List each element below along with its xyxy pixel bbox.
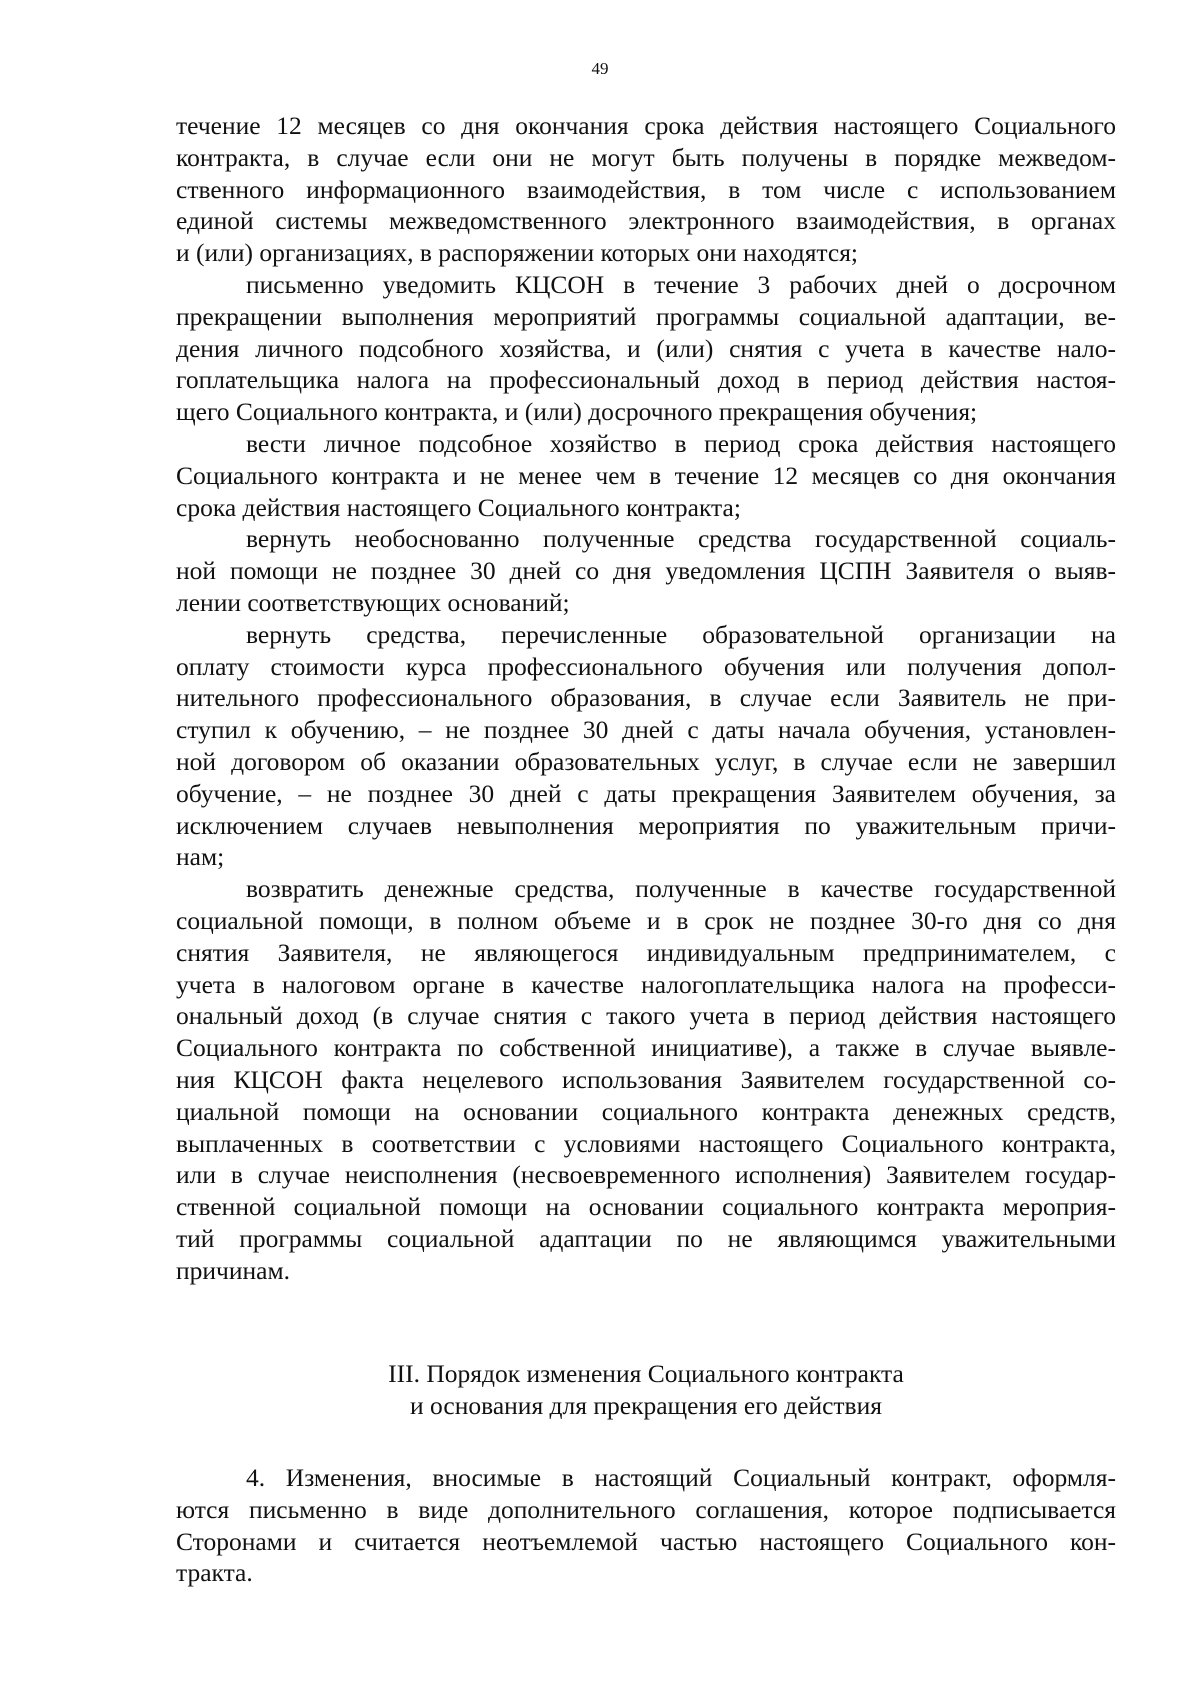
text-line: учета в налоговом органе в качестве налогоплательщика налога на професси- [176, 969, 1116, 999]
obligation-notify-paragraph [176, 269, 1116, 428]
text-line: ния КЦСОН факта нецелевого использования Заявителем государственной со- [176, 1064, 1116, 1094]
text-line: оплату стоимости курса профессионального обучения или получения допол- [176, 651, 1116, 681]
text-line: ступил к обучению, – не позднее 30 дней с даты начала обучения, установлен- [176, 715, 1116, 745]
contract-obligations-text [176, 110, 1116, 1286]
text-line: ональный доход (в случае снятия с такого учета в период действия настоящего [176, 1001, 1116, 1031]
obligation-refund-paragraph [176, 873, 1116, 1286]
text-line: Социального контракта по собственной инициативе), а также в случае выявле- [176, 1033, 1116, 1063]
text-line: тракта. [176, 1558, 253, 1588]
obligation-return-education-paragraph [176, 619, 1116, 873]
text-line: исключением случаев невыполнения мероприятия по уважительным причи- [176, 810, 1116, 840]
text-line: ются письменно в виде дополнительного соглашения, которое подписывается [176, 1494, 1116, 1524]
continuation-paragraph [176, 110, 1116, 269]
text-line: вести личное подсобное хозяйство в период срока действия настоящего [246, 428, 1116, 458]
text-line: ственного информационного взаимодействия, в том числе с использованием [176, 174, 1116, 204]
page-number: 49 [591, 59, 609, 78]
text-line: нительного профессионального образования, в случае если Заявитель не при- [176, 683, 1116, 713]
text-line: течение 12 месяцев со дня окончания срока действия настоящего Социального [176, 111, 1116, 140]
section-heading [176, 1358, 1116, 1422]
section-heading-line: III. Порядок изменения Социального контракта [388, 1359, 904, 1388]
text-line: снятия Заявителя, не являющегося индивидуальным предпринимателем, с [176, 937, 1116, 967]
text-line: выплаченных в соответствии с условиями настоящего Социального контракта, [176, 1128, 1116, 1158]
text-line: контракта, в случае если они не могут быть получены в порядке межведом- [176, 142, 1116, 172]
text-line: причинам. [176, 1255, 290, 1285]
text-line: вернуть средства, перечисленные образовательной организации на [246, 619, 1116, 649]
text-line: циальной помощи на основании социального контракта денежных средств, [176, 1096, 1116, 1126]
text-line: Сторонами и считается неотъемлемой частью настоящего Социального кон- [176, 1526, 1116, 1556]
text-line: вернуть необоснованно полученные средства государственной социаль- [246, 524, 1116, 554]
text-line: тий программы социальной адаптации по не являющимся уважительными [176, 1223, 1116, 1253]
text-line: дения личного подсобного хозяйства, и (или) снятия с учета в качестве нало- [176, 333, 1116, 363]
text-line: Социального контракта и не менее чем в течение 12 месяцев со дня окончания [176, 460, 1116, 490]
clause-4-paragraph [176, 1462, 1116, 1589]
text-line: гоплательщика налога на профессиональный доход в период действия настоя- [176, 365, 1116, 395]
text-line: прекращении выполнения мероприятий программы социальной адаптации, ве- [176, 301, 1116, 331]
text-line: возвратить денежные средства, полученные в качестве государственной [246, 874, 1116, 904]
obligation-household-paragraph [176, 428, 1116, 523]
text-line: ственной социальной помощи на основании социального контракта мероприя- [176, 1192, 1116, 1222]
text-line: срока действия настоящего Социального контракта; [176, 492, 741, 522]
text-line: лении соответствующих оснований; [176, 587, 570, 617]
text-line: 4. Изменения, вносимые в настоящий Социальный контракт, оформля- [246, 1463, 1116, 1492]
obligation-return-unfounded-paragraph [176, 523, 1116, 618]
text-line: ной помощи не позднее 30 дней со дня уведомления ЦСПН Заявителя о выяв- [176, 556, 1116, 586]
clause-4 [176, 1462, 1116, 1589]
text-line: письменно уведомить КЦСОН в течение 3 рабочих дней о досрочном [246, 269, 1116, 299]
text-line: обучение, – не позднее 30 дней с даты прекращения Заявителем обучения, за [176, 778, 1116, 808]
text-line: или в случае неисполнения (несвоевременного исполнения) Заявителем государ- [176, 1160, 1116, 1190]
text-line: единой системы межведомственного электронного взаимодействия, в органах [176, 206, 1116, 236]
text-line: социальной помощи, в полном объеме и в срок не позднее 30-го дня со дня [176, 905, 1116, 935]
text-line: нам; [176, 842, 225, 872]
section-heading-line: и основания для прекращения его действия [410, 1391, 882, 1420]
text-line: ной договором об оказании образовательных услуг, в случае если не завершил [176, 746, 1116, 776]
text-line: и (или) организациях, в распоряжении которых они находятся; [176, 238, 859, 268]
text-line: щего Социального контракта, и (или) досрочного прекращения обучения; [176, 397, 978, 427]
